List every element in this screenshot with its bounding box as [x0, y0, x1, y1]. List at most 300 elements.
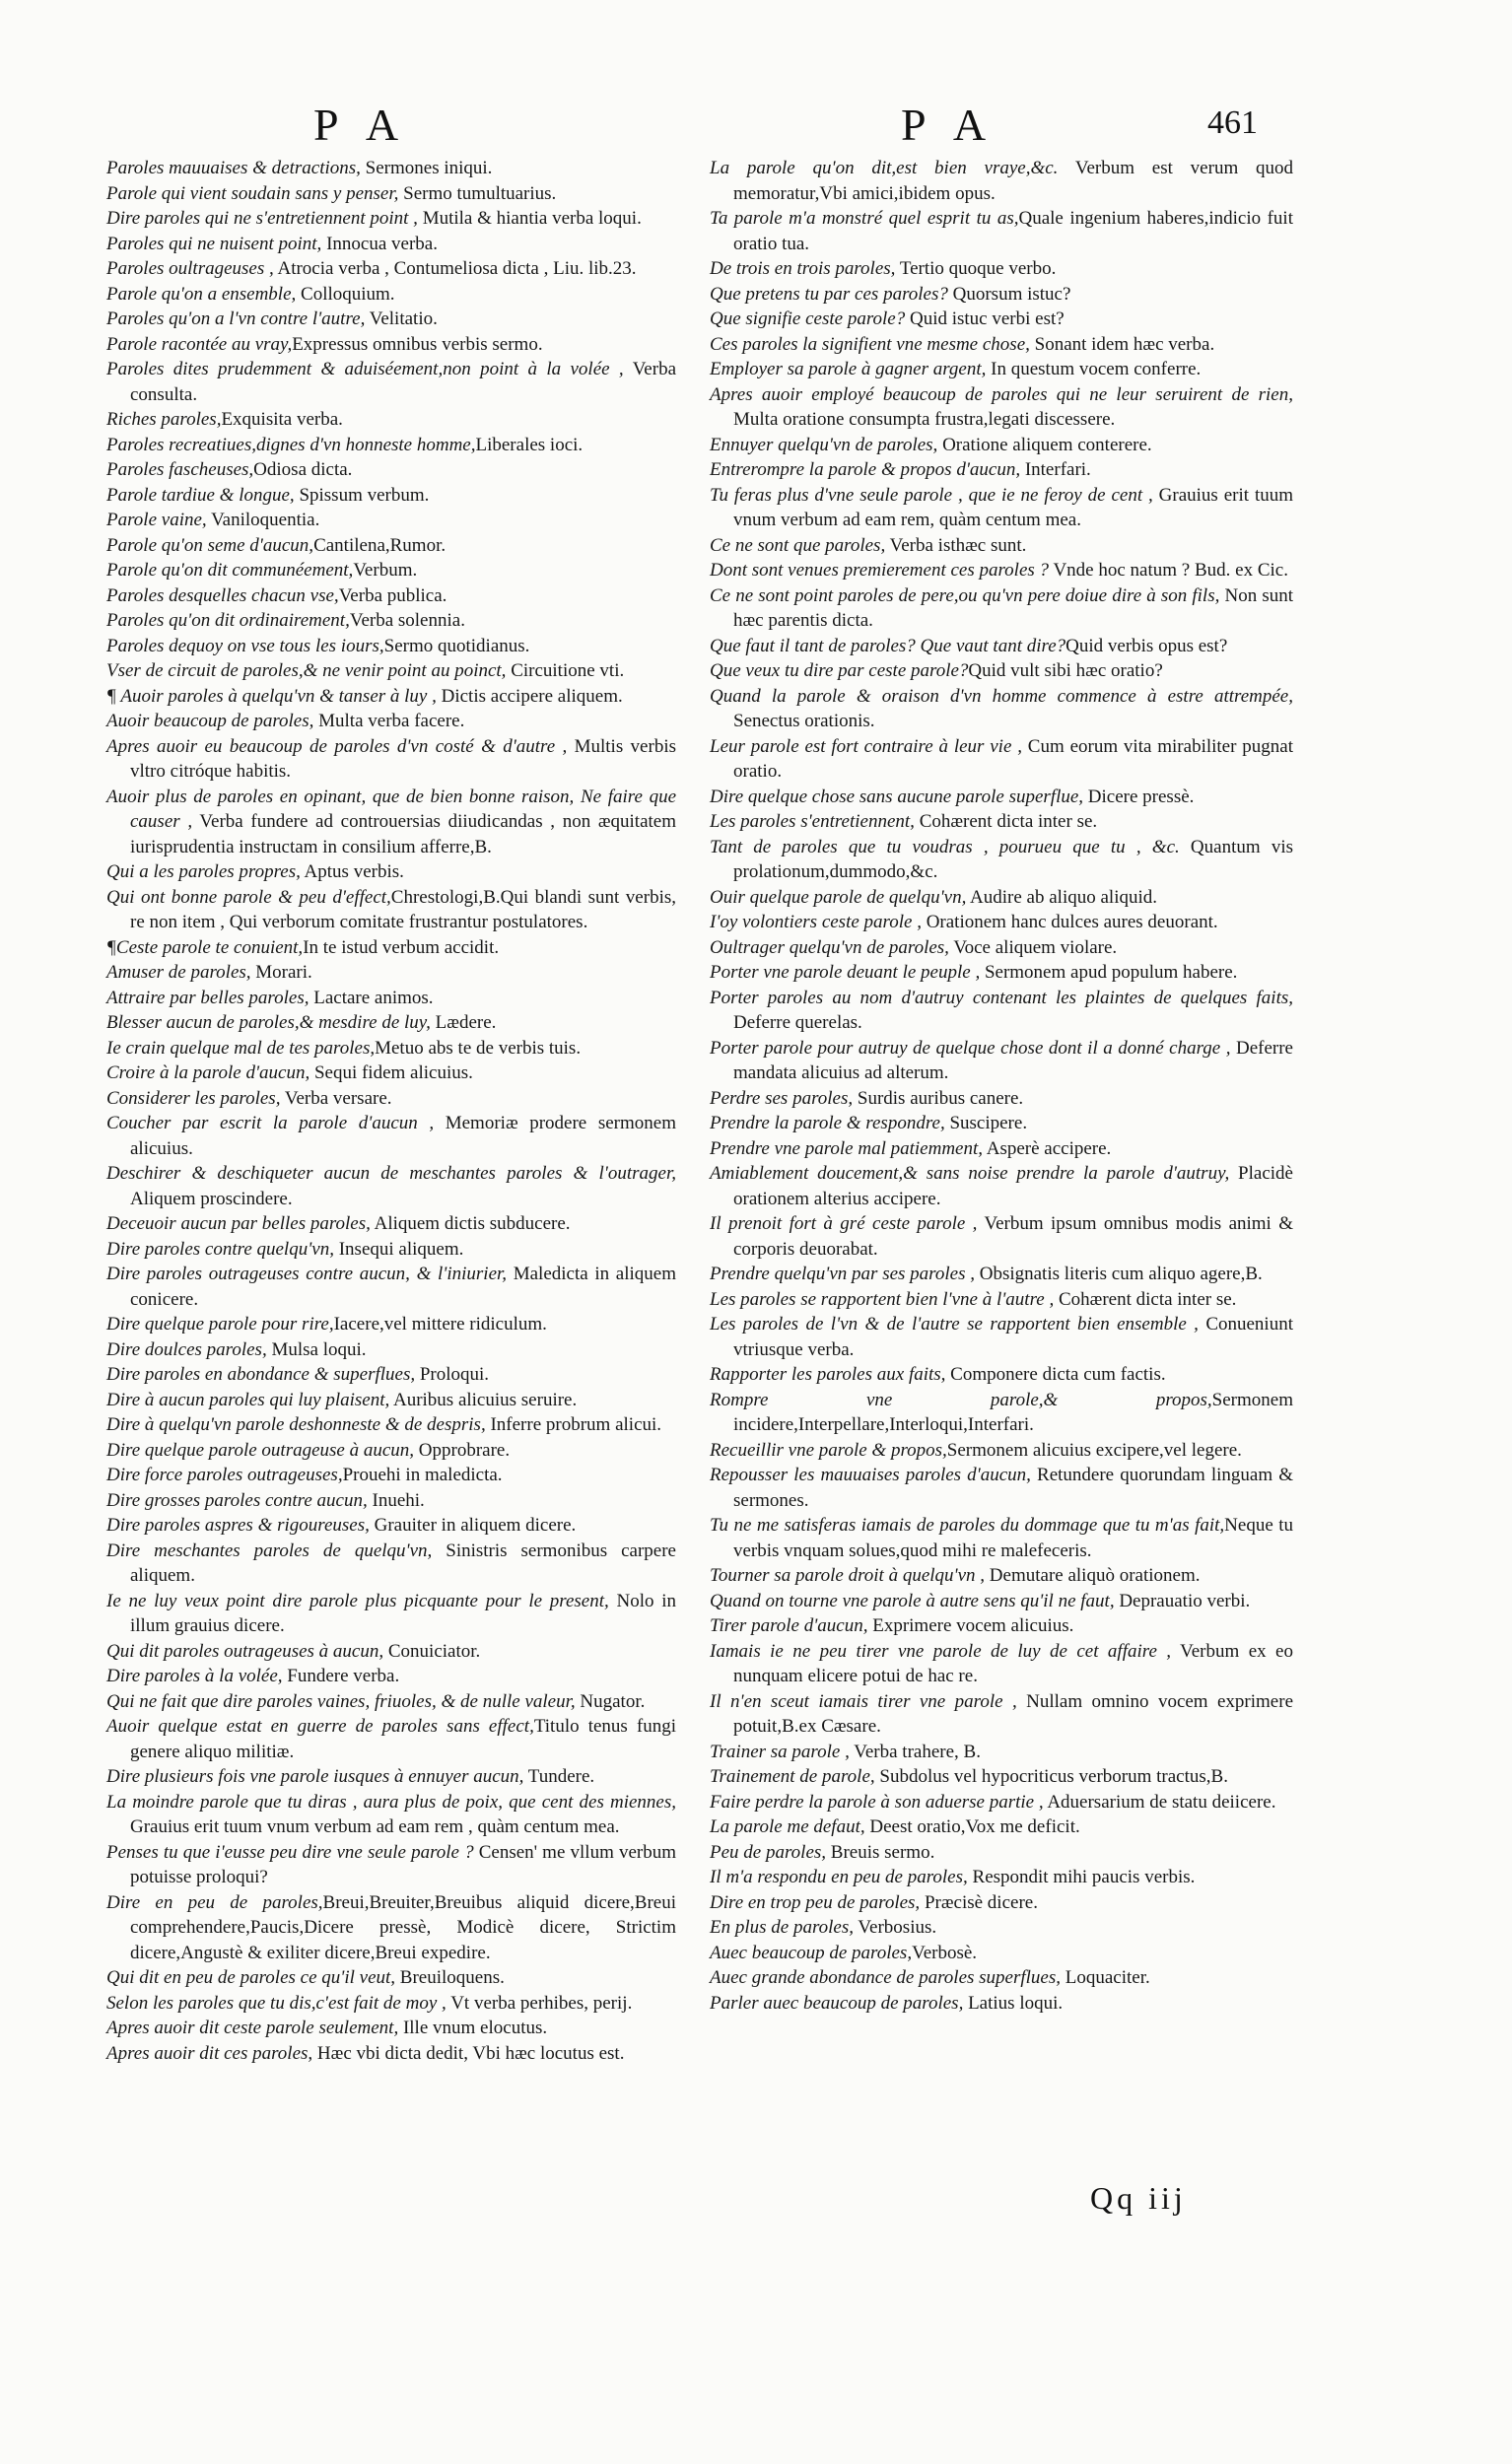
- french-phrase: Parole tardiue & longue,: [106, 484, 295, 506]
- dictionary-entry: [106, 1764, 676, 1790]
- french-phrase: Les paroles de l'vn & de l'autre se rapportent bien ensemble ,: [710, 1314, 1199, 1335]
- french-phrase: La parole qu'on dit,est bien vraye,&c.: [710, 158, 1059, 178]
- french-phrase: Entrerompre la parole & propos d'aucun,: [710, 459, 1021, 480]
- dictionary-entry: [710, 1865, 1293, 1890]
- dictionary-entry: [710, 809, 1293, 835]
- latin-translation: Verbum.: [353, 560, 418, 581]
- dictionary-entry: [106, 433, 676, 458]
- french-phrase: Les paroles se rapportent bien l'vne à l'autre ,: [710, 1288, 1055, 1310]
- latin-translation: Quid verbis opus est?: [1065, 635, 1228, 656]
- dictionary-entry: [106, 1639, 676, 1665]
- french-phrase: Tant de paroles que tu voudras , pourueu que tu , &c.: [710, 836, 1180, 857]
- french-phrase: Parole qu'on dit communéement,: [106, 560, 354, 581]
- dictionary-entry: [106, 986, 676, 1011]
- latin-translation: Audire ab aliquo aliquid.: [966, 886, 1157, 908]
- dictionary-entry: [106, 709, 676, 734]
- french-phrase: Apres auoir employé beaucoup de paroles qui ne leur seruirent de rien,: [710, 383, 1293, 405]
- dictionary-entry: [710, 1890, 1293, 1916]
- french-phrase: Dire paroles qui ne s'entretiennent point ,: [106, 208, 418, 229]
- latin-translation: Titulo tenus fungi genere aliquo militiæ.: [130, 1716, 676, 1762]
- dictionary-entry: [710, 885, 1293, 911]
- latin-translation: Verba isthæc sunt.: [885, 534, 1027, 556]
- latin-translation: Loquaciter.: [1061, 1967, 1150, 1988]
- french-phrase: Il prenoit fort à gré ceste parole ,: [710, 1213, 978, 1234]
- latin-translation: Colloquium.: [296, 283, 395, 305]
- latin-translation: Dictis accipere aliquem.: [436, 685, 623, 707]
- latin-translation: Verbum est verum quod memoratur,Vbi amici,ibidem opus.: [733, 158, 1293, 204]
- dictionary-entry: [710, 1790, 1293, 1815]
- dictionary-entry: [710, 910, 1293, 935]
- french-phrase: Croire à la parole d'aucun,: [106, 1062, 310, 1083]
- latin-translation: Interfari.: [1020, 459, 1091, 480]
- dictionary-entry: [106, 859, 676, 885]
- french-phrase: Paroles recreatiues,dignes d'vn honneste homme,: [106, 434, 476, 455]
- french-phrase: Dire grosses paroles contre aucun,: [106, 1489, 368, 1511]
- latin-translation: Verba trahere, B.: [849, 1741, 981, 1762]
- french-phrase: Parole qu'on a ensemble,: [106, 283, 297, 305]
- dictionary-entry: [106, 885, 676, 935]
- latin-translation: Verba publica.: [338, 584, 447, 606]
- french-phrase: Porter vne parole deuant le peuple ,: [710, 962, 981, 983]
- french-phrase: Coucher par escrit la parole d'aucun ,: [106, 1113, 435, 1133]
- french-phrase: Amiablement doucement,& sans noise prendre la parole d'autruy,: [710, 1163, 1230, 1184]
- french-phrase: Il n'en sceut iamais tirer vne parole ,: [710, 1690, 1017, 1712]
- dictionary-entry: [106, 156, 676, 181]
- dictionary-entry: [710, 332, 1293, 358]
- latin-translation: Verbum ex eo nunquam elicere potui de hac re.: [733, 1640, 1293, 1686]
- dictionary-entry: [106, 282, 676, 308]
- french-phrase: Vser de circuit de paroles,& ne venir point au poinct,: [106, 660, 507, 681]
- latin-translation: Tundere.: [523, 1766, 595, 1787]
- latin-translation: Aptus verbis.: [300, 861, 404, 882]
- latin-translation: Grauiter in aliquem dicere.: [369, 1515, 577, 1536]
- latin-translation: Verba consulta.: [130, 359, 676, 405]
- dictionary-entry: [106, 307, 676, 332]
- dictionary-entry: [710, 433, 1293, 458]
- dictionary-entry: [106, 256, 676, 282]
- latin-translation: Opprobrare.: [414, 1439, 511, 1461]
- french-phrase: Paroles desquelles chacun vse,: [106, 584, 339, 606]
- french-phrase: La parole me defaut,: [710, 1816, 865, 1837]
- latin-translation: Verbum ipsum omnibus modis animi & corporis deuorabat.: [733, 1213, 1294, 1260]
- dictionary-entry: [106, 935, 676, 961]
- dictionary-entry: [710, 1639, 1293, 1689]
- latin-translation: Quid istuc verbi est?: [905, 308, 1065, 329]
- french-phrase: Porter parole pour autruy de quelque chose dont il a donné charge ,: [710, 1037, 1231, 1059]
- french-phrase: Parole qui vient soudain sans y penser,: [106, 182, 399, 204]
- dictionary-entry: [710, 1438, 1293, 1464]
- dictionary-entry: [106, 1664, 676, 1689]
- latin-translation: Lactare animos.: [309, 987, 434, 1008]
- dictionary-entry: [710, 960, 1293, 986]
- dictionary-entry: [710, 684, 1293, 734]
- french-phrase: Que pretens tu par ces paroles?: [710, 283, 948, 305]
- french-phrase: Tu feras plus d'vne seule parole , que ie ne feroy de cent ,: [710, 484, 1153, 506]
- french-phrase: Dire force paroles outrageuses,: [106, 1465, 343, 1485]
- latin-translation: Exquisita verba.: [221, 409, 343, 430]
- french-phrase: Ie ne luy veux point dire parole plus picquante pour le present,: [106, 1590, 609, 1611]
- latin-translation: Sermo quotidianus.: [383, 635, 530, 656]
- latin-translation: Voce aliquem violare.: [948, 936, 1118, 958]
- french-phrase: En plus de paroles,: [710, 1917, 855, 1938]
- latin-translation: Spissum verbum.: [294, 484, 430, 506]
- dictionary-entry: [710, 533, 1293, 559]
- french-phrase: Dire à aucun paroles qui luy plaisent,: [106, 1389, 390, 1410]
- latin-translation: Deferre querelas.: [733, 1012, 862, 1033]
- french-phrase: Paroles dequoy on vse tous les iours,: [106, 635, 384, 656]
- french-phrase: Paroles qui ne nuisent point,: [106, 233, 322, 254]
- dictionary-entry: [106, 1237, 676, 1263]
- latin-translation: Multa oratione consumpta frustra,legati discessere.: [733, 409, 1116, 430]
- dictionary-entry: [710, 457, 1293, 483]
- dictionary-entry: [710, 282, 1293, 308]
- french-phrase: Dire paroles contre quelqu'vn,: [106, 1238, 334, 1260]
- latin-translation: Innocua verba.: [321, 233, 438, 254]
- dictionary-entry: [106, 684, 676, 710]
- french-phrase: Considerer les paroles,: [106, 1087, 281, 1109]
- dictionary-entry: [106, 508, 676, 533]
- latin-translation: Aduersarium de statu deiicere.: [1043, 1791, 1276, 1813]
- french-phrase: Tourner sa parole droit à quelqu'vn ,: [710, 1565, 986, 1586]
- latin-translation: Chrestologi,B.Qui blandi sunt verbis, re non item , Qui verborum comitate frustrantur postulatores.: [130, 886, 676, 932]
- french-phrase: Qui a les paroles propres,: [106, 861, 301, 882]
- dictionary-entry: [710, 357, 1293, 382]
- dictionary-entry: [106, 1388, 676, 1413]
- latin-translation: Nugator.: [575, 1690, 646, 1712]
- dictionary-entry: [106, 483, 676, 509]
- latin-translation: Nolo in illum grauius dicere.: [130, 1590, 677, 1636]
- latin-translation: Vnde hoc natum ? Bud. ex Cic.: [1049, 560, 1288, 581]
- latin-translation: In te istud verbum accidit.: [303, 936, 500, 958]
- latin-translation: Senectus orationis.: [733, 711, 875, 731]
- latin-translation: Iacere,vel mittere ridiculum.: [333, 1314, 547, 1335]
- dictionary-entry: [710, 1136, 1293, 1162]
- latin-translation: Memoriæ prodere sermonem alicuius.: [130, 1113, 676, 1159]
- french-phrase: Paroles dites prudemment & aduiséement,non point à la volée ,: [106, 359, 624, 379]
- latin-translation: Liberales ioci.: [475, 434, 584, 455]
- dictionary-entry: [106, 658, 676, 684]
- french-phrase: Dire doulces paroles,: [106, 1338, 267, 1360]
- latin-translation: Mulsa loqui.: [266, 1338, 367, 1360]
- dictionary-entry: [710, 986, 1293, 1036]
- french-phrase: Dire meschantes paroles de quelqu'vn,: [106, 1540, 433, 1561]
- dictionary-entry: [710, 307, 1293, 332]
- dictionary-entry: [106, 206, 676, 232]
- latin-translation: Oratione aliquem conterere.: [937, 434, 1152, 455]
- latin-translation: Quantum vis prolationum,dummodo,&c.: [733, 836, 1293, 882]
- french-phrase: Leur parole est fort contraire à leur vie ,: [710, 735, 1022, 757]
- french-phrase: Dire paroles outrageuses contre aucun, & l'iniurier,: [106, 1264, 508, 1284]
- latin-translation: Inferre probrum alicui.: [485, 1414, 662, 1435]
- latin-translation: Fundere verba.: [282, 1666, 400, 1686]
- french-phrase: Qui ont bonne parole & peu d'effect,: [106, 886, 391, 908]
- dictionary-entry: [106, 1689, 676, 1715]
- french-phrase: Employer sa parole à gagner argent,: [710, 359, 987, 379]
- dictionary-entry: [106, 785, 676, 860]
- french-phrase: Recueillir vne parole & propos,: [710, 1439, 947, 1461]
- latin-translation: Metuo abs te de verbis tuis.: [375, 1037, 582, 1059]
- dictionary-entry: [106, 1539, 676, 1589]
- french-phrase: Deschirer & deschiqueter aucun de meschantes paroles & l'outrager,: [106, 1163, 676, 1184]
- dictionary-entry: [106, 1161, 676, 1211]
- latin-translation: Proloqui.: [415, 1364, 490, 1385]
- latin-translation: Insequi aliquem.: [333, 1238, 464, 1260]
- dictionary-entry: [106, 734, 676, 785]
- dictionary-entry: [106, 357, 676, 407]
- latin-translation: Sonant idem hæc verba.: [1029, 333, 1215, 355]
- dictionary-entry: [710, 1991, 1293, 2017]
- latin-translation: Verbosè.: [912, 1942, 978, 1963]
- dictionary-entry: [106, 1337, 676, 1363]
- latin-translation: Auribus alicuius seruire.: [389, 1389, 578, 1410]
- dictionary-entry: [710, 156, 1293, 206]
- french-phrase: Dire paroles à la volée,: [106, 1666, 283, 1686]
- dictionary-entry: [106, 608, 676, 634]
- latin-translation: Cum eorum vita mirabiliter pugnat oratio.: [733, 735, 1293, 782]
- french-phrase: Ennuyer quelqu'vn de paroles,: [710, 434, 938, 455]
- latin-translation: Orationem hanc dulces aures deuorant.: [921, 912, 1218, 932]
- dictionary-entry: [106, 1840, 676, 1890]
- latin-translation: Tertio quoque verbo.: [895, 258, 1057, 279]
- dictionary-entry: [710, 1513, 1293, 1563]
- latin-translation: Censen' me vllum verbum potuisse proloqui?: [130, 1841, 676, 1887]
- dictionary-entry: [106, 1488, 676, 1514]
- french-phrase: Deceuoir aucun par belles paroles,: [106, 1213, 371, 1234]
- french-phrase: Prendre quelqu'vn par ses paroles ,: [710, 1264, 975, 1284]
- french-phrase: Auoir plus de paroles en opinant, que de bien bonne raison, Ne faire que causer ,: [106, 786, 676, 832]
- latin-translation: Cohærent dicta inter se.: [914, 811, 1098, 832]
- dictionary-entry: [710, 1111, 1293, 1136]
- latin-translation: Asperè accipere.: [983, 1137, 1112, 1159]
- dictionary-entry: [106, 583, 676, 609]
- dictionary-entry: [710, 734, 1293, 785]
- french-phrase: Paroles mauuaises & detractions,: [106, 158, 361, 178]
- french-phrase: Porter paroles au nom d'autruy contenant les plaintes de quelques faits,: [710, 987, 1293, 1008]
- french-phrase: Paroles fascheuses,: [106, 459, 254, 480]
- french-phrase: Dire paroles aspres & rigoureuses,: [106, 1515, 370, 1536]
- latin-translation: Sermonem alicuius excipere,vel legere.: [946, 1439, 1242, 1461]
- french-phrase: Tirer parole d'aucun,: [710, 1615, 868, 1636]
- dictionary-entry: [710, 1161, 1293, 1211]
- french-phrase: Trainement de parole,: [710, 1766, 875, 1787]
- latin-translation: Exprimere vocem alicuius.: [867, 1615, 1074, 1636]
- french-phrase: Dire en trop peu de paroles,: [710, 1891, 921, 1913]
- latin-translation: Verbosius.: [854, 1917, 937, 1938]
- latin-translation: Respondit mihi paucis verbis.: [967, 1867, 1196, 1887]
- french-phrase: De trois en trois paroles,: [710, 258, 896, 279]
- latin-translation: Circuitione vti.: [506, 660, 625, 681]
- french-phrase: Iamais ie ne peu tirer vne parole de luy de cet affaire ,: [710, 1640, 1172, 1662]
- dictionary-entry: [106, 457, 676, 483]
- latin-translation: Maledicta in aliquem conicere.: [130, 1264, 676, 1310]
- dictionary-entry: [106, 1312, 676, 1337]
- french-phrase: Ce ne sont que paroles,: [710, 534, 886, 556]
- french-phrase: Dire quelque chose sans aucune parole superflue,: [710, 786, 1084, 807]
- dictionary-entry: [710, 1915, 1293, 1941]
- french-phrase: Dire plusieurs fois vne parole iusques à ennuyer aucun,: [106, 1766, 524, 1787]
- french-phrase: Quand on tourne vne parole à autre sens qu'il ne faut,: [710, 1590, 1115, 1611]
- latin-translation: Neque tu verbis vnquam solues,quod mihi re malefeceris.: [733, 1515, 1293, 1561]
- dictionary-entry: [710, 935, 1293, 961]
- french-phrase: Parole vaine,: [106, 510, 207, 530]
- latin-translation: Quid vult sibi hæc oratio?: [968, 660, 1163, 681]
- latin-translation: Conuiciator.: [383, 1640, 481, 1662]
- dictionary-entry: [106, 332, 676, 358]
- french-phrase: Prendre vne parole mal patiemment,: [710, 1137, 984, 1159]
- dictionary-entry: [106, 2041, 676, 2067]
- latin-translation: Sermones iniqui.: [360, 158, 493, 178]
- french-phrase: Auec grande abondance de paroles superflues,: [710, 1967, 1061, 1988]
- latin-translation: Mutila & hiantia verba loqui.: [417, 208, 642, 229]
- latin-translation: Vt verba perhibes, perij.: [446, 1992, 633, 2014]
- signature-mark: Qq iij: [1090, 2180, 1187, 2216]
- dictionary-entry: [710, 1589, 1293, 1614]
- latin-translation: Aliquem dictis subducere.: [370, 1213, 571, 1234]
- dictionary-entry: [710, 1814, 1293, 1840]
- dictionary-entry: [106, 1211, 676, 1237]
- latin-translation: Breuis sermo.: [826, 1841, 935, 1863]
- dictionary-entry: [106, 1965, 676, 1991]
- latin-translation: Morari.: [250, 962, 312, 983]
- french-phrase: Auec beaucoup de paroles,: [710, 1942, 913, 1963]
- latin-translation: Nullam omnino vocem exprimere potuit,B.ex Cæsare.: [733, 1690, 1293, 1737]
- dictionary-entry: [106, 1111, 676, 1161]
- french-phrase: Oultrager quelqu'vn de paroles,: [710, 936, 949, 958]
- latin-translation: Multis verbis vltro citróque habitis.: [130, 735, 676, 782]
- french-phrase: ¶ Auoir paroles à quelqu'vn & tanser à luy ,: [106, 685, 437, 707]
- french-phrase: I'oy volontiers ceste parole ,: [710, 912, 922, 932]
- french-phrase: Paroles qu'on dit ordinairement,: [106, 610, 350, 631]
- latin-translation: Dicere pressè.: [1083, 786, 1195, 807]
- dictionary-entry: [106, 1790, 676, 1840]
- french-phrase: Les paroles s'entretiennent,: [710, 811, 915, 832]
- dictionary-entry: [106, 1463, 676, 1488]
- latin-translation: Obsignatis literis cum aliquo agere,B.: [974, 1264, 1263, 1284]
- right-running-head: P A: [901, 100, 997, 150]
- dictionary-entry: [710, 785, 1293, 810]
- latin-translation: Aliquem proscindere.: [130, 1188, 293, 1209]
- dictionary-entry: [106, 960, 676, 986]
- french-phrase: Qui ne fait que dire paroles vaines, friuoles, & de nulle valeur,: [106, 1690, 576, 1712]
- french-phrase: Ce ne sont point paroles de pere,ou qu'vn pere doiue dire à son fils,: [710, 584, 1220, 606]
- latin-translation: Non sunt hæc parentis dicta.: [733, 584, 1293, 631]
- latin-translation: Prouehi in maledicta.: [342, 1465, 503, 1485]
- french-phrase: Trainer sa parole ,: [710, 1741, 850, 1762]
- latin-translation: Componere dicta cum factis.: [945, 1364, 1166, 1385]
- latin-translation: Subdolus vel hypocriticus verborum tractus,B.: [874, 1766, 1228, 1787]
- french-phrase: Faire perdre la parole à son aduerse partie ,: [710, 1791, 1044, 1813]
- dictionary-entry: [106, 634, 676, 659]
- latin-translation: Cantilena,Rumor.: [313, 534, 447, 556]
- french-phrase: Ie crain quelque mal de tes paroles,: [106, 1037, 376, 1059]
- dictionary-entry: [710, 1036, 1293, 1086]
- latin-translation: Breui,Breuiter,Breuibus aliquid dicere,Breui comprehendere,Paucis,Dicere pressè, Modicè dicere, Strictim dicere,Angustè & exiliter dicere,Breui expedire.: [130, 1891, 677, 1963]
- french-phrase: Amuser de paroles,: [106, 962, 251, 983]
- latin-translation: Verba solennia.: [349, 610, 465, 631]
- dictionary-entry: [710, 1689, 1293, 1740]
- latin-translation: Sinistris sermonibus carpere aliquem.: [130, 1540, 676, 1586]
- latin-translation: Surdis auribus canere.: [853, 1087, 1024, 1109]
- french-phrase: Qui dit en peu de paroles ce qu'il veut,: [106, 1967, 396, 1988]
- dictionary-entry: [710, 1563, 1293, 1589]
- dictionary-entry: [710, 1965, 1293, 1991]
- latin-translation: Verba versare.: [280, 1087, 392, 1109]
- dictionary-entry: [106, 1589, 676, 1639]
- dictionary-entry: [106, 1036, 676, 1061]
- latin-translation: Præcisè dicere.: [920, 1891, 1038, 1913]
- dictionary-entry: [710, 1613, 1293, 1639]
- french-phrase: Parole racontée au vray,: [106, 333, 293, 355]
- dictionary-entry: [710, 1840, 1293, 1866]
- dictionary-entry: [106, 1991, 676, 2017]
- latin-translation: Vaniloquentia.: [206, 510, 320, 530]
- french-phrase: Dire à quelqu'vn parole deshonneste & de despris,: [106, 1414, 486, 1435]
- latin-translation: Quorsum istuc?: [947, 283, 1071, 305]
- french-phrase: Rompre vne parole,& propos,: [710, 1389, 1212, 1410]
- french-phrase: Penses tu que i'eusse peu dire vne seule parole ?: [106, 1841, 474, 1863]
- french-phrase: Tu ne me satisferas iamais de paroles du dommage que tu m'as fait,: [710, 1515, 1225, 1536]
- dictionary-entry: [710, 1262, 1293, 1287]
- french-phrase: Rapporter les paroles aux faits,: [710, 1364, 946, 1385]
- latin-translation: Latius loqui.: [963, 1992, 1064, 2014]
- french-phrase: Selon les paroles que tu dis,c'est fait de moy ,: [106, 1992, 447, 2014]
- french-phrase: Paroles oultrageuses ,: [106, 258, 274, 279]
- latin-translation: Hæc vbi dicta dedit, Vbi hæc locutus est.: [312, 2042, 625, 2064]
- dictionary-entry: [106, 1262, 676, 1312]
- french-phrase: Prendre la parole & respondre,: [710, 1113, 945, 1133]
- french-phrase: Qui dit paroles outrageuses à aucun,: [106, 1640, 384, 1662]
- latin-translation: Sermo tumultuarius.: [398, 182, 557, 204]
- french-phrase: Que signifie ceste parole?: [710, 308, 906, 329]
- latin-translation: Sequi fidem alicuius.: [309, 1062, 473, 1083]
- dictionary-entry: [106, 181, 676, 207]
- dictionary-entry: [710, 835, 1293, 885]
- french-phrase: Peu de paroles,: [710, 1841, 827, 1863]
- dictionary-entry: [710, 1764, 1293, 1790]
- latin-translation: Velitatio.: [365, 308, 438, 329]
- dictionary-entry: [710, 382, 1293, 433]
- french-phrase: Apres auoir eu beaucoup de paroles d'vn costé & d'autre ,: [106, 735, 568, 757]
- french-phrase: Riches paroles,: [106, 409, 222, 430]
- dictionary-entry: [710, 1740, 1293, 1765]
- french-phrase: Attraire par belles paroles,: [106, 987, 309, 1008]
- dictionary-entry: [106, 1061, 676, 1086]
- latin-translation: Deferre mandata alicuius ad alterum.: [733, 1037, 1293, 1083]
- french-phrase: Quand la parole & oraison d'vn homme commence à estre attrempée,: [710, 685, 1293, 707]
- latin-translation: In questum vocem conferre.: [986, 359, 1202, 379]
- dictionary-entry: [106, 1513, 676, 1539]
- latin-translation: Grauius erit tuum vnum verbum ad eam rem, quàm centum mea.: [733, 484, 1293, 530]
- left-column: [106, 156, 676, 2066]
- dictionary-entry: [106, 533, 676, 559]
- french-phrase: Blesser aucun de paroles,& mesdire de luy,: [106, 1012, 431, 1033]
- latin-translation: Verba fundere ad controuersias diiudicandas , non æquitatem iurisprudentia instructam in consilium afferre,B.: [130, 811, 677, 857]
- dictionary-entry: [710, 634, 1293, 659]
- french-phrase: Que veux tu dire par ceste parole?: [710, 660, 969, 681]
- latin-translation: Quale ingenium haberes,indicio fuit oratio tua.: [733, 208, 1293, 254]
- french-phrase: Dire quelque parole pour rire,: [106, 1314, 334, 1335]
- left-running-head: P A: [313, 100, 409, 150]
- dictionary-entry: [106, 232, 676, 257]
- dictionary-entry: [710, 1463, 1293, 1513]
- latin-translation: Multa verba facere.: [313, 711, 465, 731]
- dictionary-entry: [106, 2016, 676, 2041]
- french-phrase: Il m'a respondu en peu de paroles,: [710, 1867, 968, 1887]
- french-phrase: Parole qu'on seme d'aucun,: [106, 534, 314, 556]
- french-phrase: La moindre parole que tu diras , aura plus de poix, que cent des miennes,: [106, 1791, 676, 1813]
- french-phrase: Dire paroles en abondance & superflues,: [106, 1364, 416, 1385]
- latin-translation: Deest oratio,Vox me deficit.: [864, 1816, 1080, 1837]
